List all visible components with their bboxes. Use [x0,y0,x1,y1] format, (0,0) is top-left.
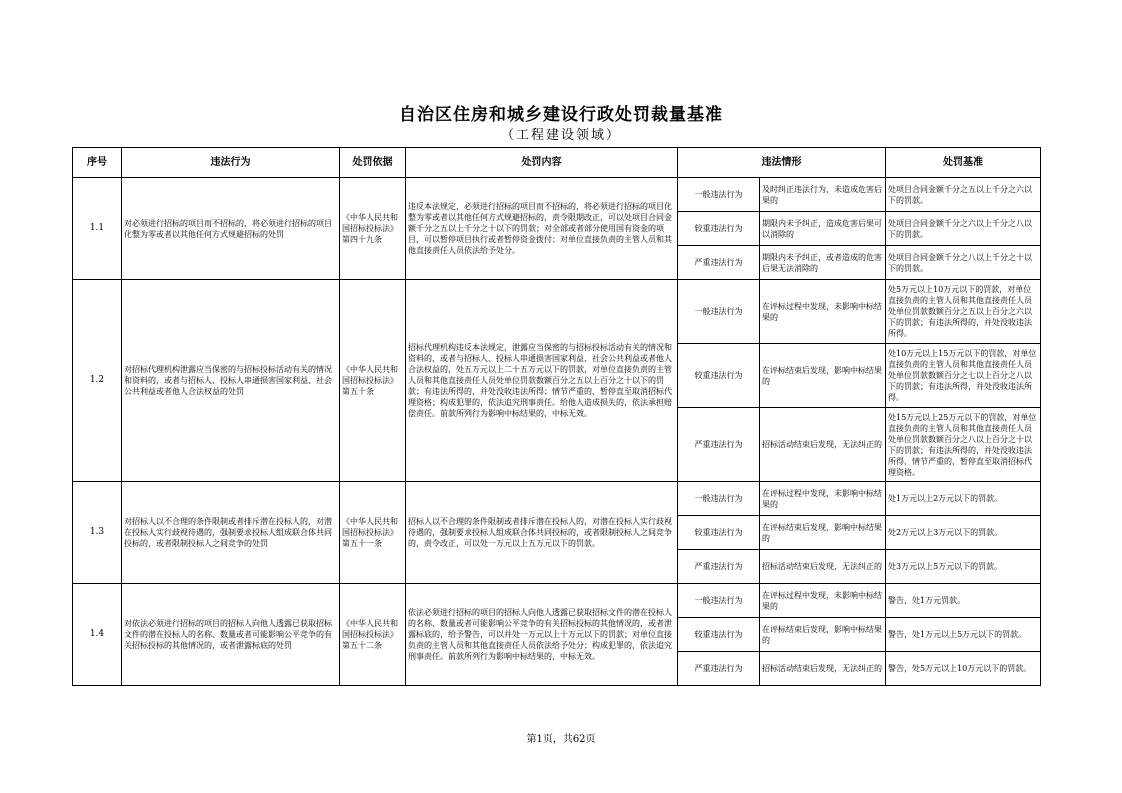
row-basis: 《中华人民共和国招标投标法》第五十条 [340,280,406,482]
table-row [73,584,1041,618]
level-label: 较重违法行为 [678,212,760,246]
page-number: 第1页，共62页 [526,734,596,745]
page-subtitle: （工程建设领域） [500,128,621,143]
row-basis: 《中华人民共和国招标投标法》第五十二条 [340,584,406,686]
header-content: 处罚内容 [406,148,678,178]
situation-cell: 在评标过程中发现，未影响中标结果的 [760,280,886,344]
level-label: 严重违法行为 [678,408,760,482]
standard-cell: 警告，处5万元以上10万元以下的罚款。 [886,652,1041,686]
standard-cell: 处项目合同金额千分之五以上千分之六以下的罚款。 [886,178,1041,212]
row-act: 对招标代理机构泄露应当保密的与招标投标活动有关的情况和资料的，或者与招标人、投标人串通损害国家利益、社会公共利益或者他人合法权益的处罚 [122,280,340,482]
row-content: 违反本法规定，必须进行招标的项目而不招标的，将必须进行招标的项目化整为零或者以其他任何方式规避招标的，责令限期改正，可以处项目合同金额千分之五以上千分之十以下的罚款；对全部或者部分使用国有资金的项目，可以暂停项目执行或者暂停资金拨付；对单位直接负责的主管人员和其他直接责任人员依法给予处分。 [406,178,678,280]
standard-cell: 处3万元以上5万元以下的罚款。 [886,550,1041,584]
standard-cell: 警告，处1万元罚款。 [886,584,1041,618]
level-label: 一般违法行为 [678,584,760,618]
standard-cell: 处项目合同金额千分之八以上千分之十以下的罚款。 [886,246,1041,280]
table-row [73,482,1041,516]
level-label: 一般违法行为 [678,178,760,212]
level-label: 严重违法行为 [678,550,760,584]
row-act: 对招标人以不合理的条件限制或者排斥潜在投标人的，对潜在投标人实行歧视待遇的，强制要求投标人组成联合体共同投标的，或者限制投标人之间竞争的处罚 [122,482,340,584]
table-row [73,280,1041,344]
penalty-table [72,147,1041,686]
header-basis: 处罚依据 [340,148,406,178]
row-index: 1.1 [73,178,122,280]
situation-cell: 招标活动结束后发现，无法纠正的 [760,550,886,584]
standard-cell: 处10万元以上15万元以下的罚款，对单位直接负责的主管人员和其他直接责任人员处单位罚款数额百分之七以上百分之八以下的罚款；有违法所得，并处没收违法所得。 [886,344,1041,408]
situation-cell: 期限内未予纠正，造成危害后果可以消除的 [760,212,886,246]
row-basis: 《中华人民共和国招标投标法》第五十一条 [340,482,406,584]
header-index: 序号 [73,148,122,178]
row-index: 1.3 [73,482,122,584]
level-label: 严重违法行为 [678,652,760,686]
row-index: 1.2 [73,280,122,482]
level-label: 较重违法行为 [678,344,760,408]
level-label: 一般违法行为 [678,280,760,344]
page-title: 自治区住房和城乡建设行政处罚裁量基准 [399,105,723,125]
row-index: 1.4 [73,584,122,686]
row-act: 对依法必须进行招标的项目的招标人向他人透露已获取招标文件的潜在投标人的名称、数量或者可能影响公平竞争的有关招标投标的其他情况的，或者泄露标底的处罚 [122,584,340,686]
situation-cell: 招标活动结束后发现，无法纠正的 [760,408,886,482]
row-content: 招标代理机构违反本法规定，泄露应当保密的与招标投标活动有关的情况和资料的，或者与招标人、投标人串通损害国家利益、社会公共利益或者他人合法权益的，处五万元以上二十五万元以下的罚款，对单位直接负责的主管人员和其他直接责任人员处单位罚款数额百分之五以上百分之十以下的罚款；有违法所得的，并处没收违法所得；情节严重的，暂停直至取消招标代理资格；构成犯罪的，依法追究刑事责任。给他人造成损失的，依法承担赔偿责任。前款所列行为影响中标结果的，中标无效。 [406,280,678,482]
header-standard: 处罚基准 [886,148,1041,178]
standard-cell: 处2万元以上3万元以下的罚款。 [886,516,1041,550]
level-label: 严重违法行为 [678,246,760,280]
standard-cell: 处5万元以上10万元以下的罚款，对单位直接负责的主管人员和其他直接责任人员处单位罚款数额百分之五以上百分之六以下的罚款；有违法所得的，并处没收违法所得。 [886,280,1041,344]
situation-cell: 期限内未予纠正，或者造成的危害后果无法消除的 [760,246,886,280]
situation-cell: 在评标过程中发现，未影响中标结果的 [760,584,886,618]
standard-cell: 处1万元以上2万元以下的罚款。 [886,482,1041,516]
situation-cell: 在评标结束后发现，影响中标结果的 [760,344,886,408]
standard-cell: 警告，处1万元以上5万元以下的罚款。 [886,618,1041,652]
standard-cell: 处15万元以上25万元以下的罚款，对单位直接负责的主管人员和其他直接责任人员处单位罚款数额百分之八以上百分之十以下的罚款；有违法所得的，并处没收违法所得，情节严重的，暂停直至取消招标代理资格。 [886,408,1041,482]
header-act: 违法行为 [122,148,340,178]
header-situation: 违法情形 [678,148,886,178]
row-content: 依法必须进行招标的项目的招标人向他人透露已获取招标文件的潜在投标人的名称、数量或者可能影响公平竞争的有关招标投标的其他情况的，或者泄露标底的，给予警告，可以并处一万元以上十万元以下的罚款；对单位直接负责的主管人员和其他直接责任人员依法给予处分；构成犯罪的，依法追究刑事责任。前款所列行为影响中标结果的，中标无效。 [406,584,678,686]
standard-cell: 处项目合同金额千分之六以上千分之八以下的罚款。 [886,212,1041,246]
table-header-row [73,148,1041,178]
level-label: 较重违法行为 [678,516,760,550]
situation-cell: 招标活动结束后发现，无法纠正的 [760,652,886,686]
situation-cell: 在评标过程中发现，未影响中标结果的 [760,482,886,516]
level-label: 较重违法行为 [678,618,760,652]
row-act: 对必须进行招标的项目而不招标的，将必须进行招标的项目化整为零或者以其他任何方式规避招标的处罚 [122,178,340,280]
situation-cell: 及时纠正违法行为，未造成危害后果的 [760,178,886,212]
row-content: 招标人以不合理的条件限制或者排斥潜在投标人的，对潜在投标人实行歧视待遇的，强制要求投标人组成联合体共同投标的，或者限制投标人之间竞争的，责令改正，可以处一万元以上五万元以下的罚款。 [406,482,678,584]
situation-cell: 在评标结束后发现，影响中标结果的 [760,618,886,652]
row-basis: 《中华人民共和国招标投标法》第四十九条 [340,178,406,280]
level-label: 一般违法行为 [678,482,760,516]
situation-cell: 在评标结束后发现，影响中标结果的 [760,516,886,550]
table-row [73,178,1041,212]
